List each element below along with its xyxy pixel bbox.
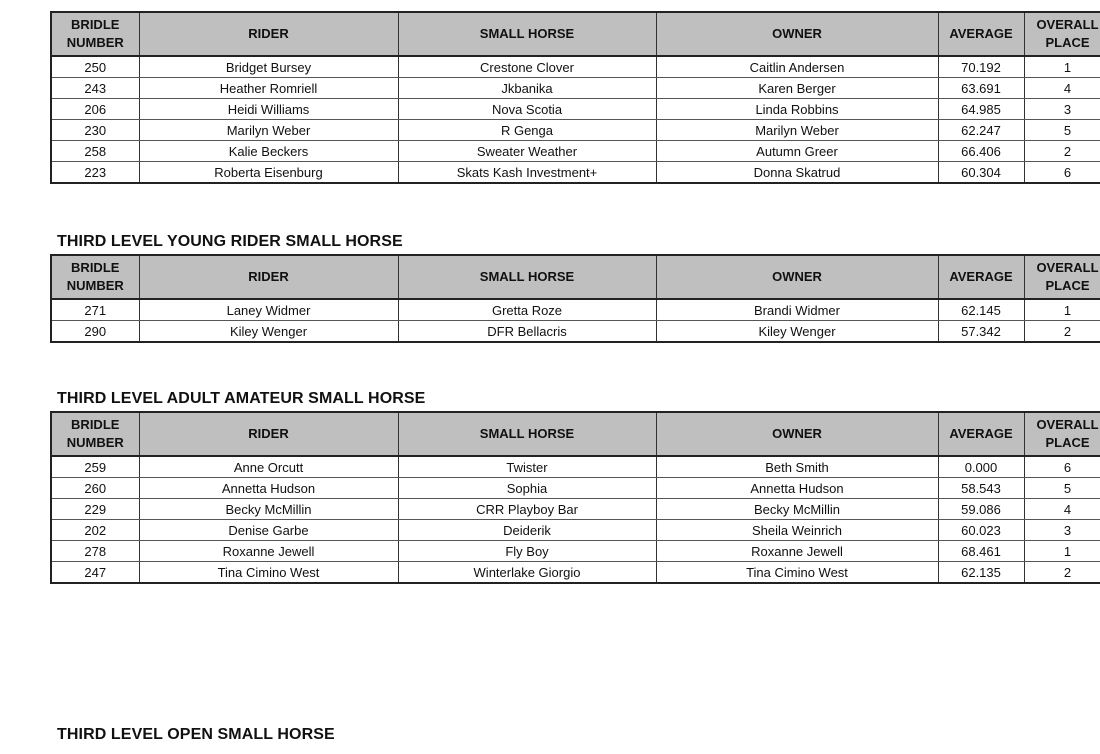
header-owner: OWNER [656, 412, 938, 456]
average-cell: 70.192 [938, 56, 1024, 78]
place-cell: 3 [1024, 99, 1100, 120]
average-cell: 66.406 [938, 141, 1024, 162]
rider-cell: Marilyn Weber [139, 120, 398, 141]
place-cell: 1 [1024, 56, 1100, 78]
average-cell: 62.135 [938, 562, 1024, 584]
horse-cell: Gretta Roze [398, 299, 656, 321]
place-cell: 6 [1024, 456, 1100, 478]
table-row [51, 120, 1100, 141]
average-cell: 64.985 [938, 99, 1024, 120]
header-rider: RIDER [139, 255, 398, 299]
results-table-section-1 [50, 11, 1100, 184]
header-bridle-number: BRIDLE NUMBER [51, 412, 139, 456]
horse-cell: Fly Boy [398, 541, 656, 562]
average-cell: 62.247 [938, 120, 1024, 141]
bridle-number-cell: 259 [51, 456, 139, 478]
results-table-section-3 [50, 411, 1100, 584]
horse-cell: Crestone Clover [398, 56, 656, 78]
rider-cell: Bridget Bursey [139, 56, 398, 78]
owner-cell: Beth Smith [656, 456, 938, 478]
table-row [51, 141, 1100, 162]
average-cell: 68.461 [938, 541, 1024, 562]
average-cell: 60.304 [938, 162, 1024, 184]
bridle-number-cell: 230 [51, 120, 139, 141]
horse-cell: Sweater Weather [398, 141, 656, 162]
rider-cell: Heidi Williams [139, 99, 398, 120]
rider-cell: Denise Garbe [139, 520, 398, 541]
results-table-section-2 [50, 254, 1100, 343]
header-overall-place: OVERALL PLACE [1024, 255, 1100, 299]
place-cell: 5 [1024, 478, 1100, 499]
horse-cell: Nova Scotia [398, 99, 656, 120]
header-bridle-number: BRIDLE NUMBER [51, 255, 139, 299]
rider-cell: Becky McMillin [139, 499, 398, 520]
rider-cell: Heather Romriell [139, 78, 398, 99]
table-row [51, 562, 1100, 584]
average-cell: 62.145 [938, 299, 1024, 321]
rider-cell: Tina Cimino West [139, 562, 398, 584]
table-row [51, 478, 1100, 499]
table-header-row [51, 12, 1100, 56]
owner-cell: Marilyn Weber [656, 120, 938, 141]
header-average: AVERAGE [938, 412, 1024, 456]
bridle-number-cell: 271 [51, 299, 139, 321]
table-header-row [51, 412, 1100, 456]
bridle-number-cell: 260 [51, 478, 139, 499]
table-row [51, 541, 1100, 562]
header-owner: OWNER [656, 12, 938, 56]
horse-cell: Twister [398, 456, 656, 478]
header-rider: RIDER [139, 412, 398, 456]
horse-cell: Sophia [398, 478, 656, 499]
place-cell: 4 [1024, 499, 1100, 520]
table-row [51, 56, 1100, 78]
rider-cell: Kalie Beckers [139, 141, 398, 162]
owner-cell: Sheila Weinrich [656, 520, 938, 541]
bridle-number-cell: 247 [51, 562, 139, 584]
header-rider: RIDER [139, 12, 398, 56]
owner-cell: Roxanne Jewell [656, 541, 938, 562]
rider-cell: Roxanne Jewell [139, 541, 398, 562]
table-row [51, 299, 1100, 321]
table-row [51, 520, 1100, 541]
table-row [51, 499, 1100, 520]
horse-cell: Winterlake Giorgio [398, 562, 656, 584]
place-cell: 2 [1024, 141, 1100, 162]
average-cell: 58.543 [938, 478, 1024, 499]
bridle-number-cell: 206 [51, 99, 139, 120]
horse-cell: Deiderik [398, 520, 656, 541]
results-table [50, 411, 1100, 584]
bridle-number-cell: 258 [51, 141, 139, 162]
horse-cell: Jkbanika [398, 78, 656, 99]
header-average: AVERAGE [938, 12, 1024, 56]
average-cell: 0.000 [938, 456, 1024, 478]
header-small-horse: SMALL HORSE [398, 412, 656, 456]
owner-cell: Tina Cimino West [656, 562, 938, 584]
owner-cell: Autumn Greer [656, 141, 938, 162]
section-title-open: THIRD LEVEL OPEN SMALL HORSE [57, 726, 335, 743]
horse-cell: CRR Playboy Bar [398, 499, 656, 520]
table-row [51, 162, 1100, 184]
horse-cell: Skats Kash Investment+ [398, 162, 656, 184]
header-bridle-number: BRIDLE NUMBER [51, 12, 139, 56]
rider-cell: Anne Orcutt [139, 456, 398, 478]
owner-cell: Caitlin Andersen [656, 56, 938, 78]
average-cell: 60.023 [938, 520, 1024, 541]
place-cell: 3 [1024, 520, 1100, 541]
horse-cell: DFR Bellacris [398, 321, 656, 343]
rider-cell: Roberta Eisenburg [139, 162, 398, 184]
rider-cell: Annetta Hudson [139, 478, 398, 499]
table-row [51, 456, 1100, 478]
header-small-horse: SMALL HORSE [398, 255, 656, 299]
results-table [50, 254, 1100, 343]
header-overall-place: OVERALL PLACE [1024, 412, 1100, 456]
place-cell: 4 [1024, 78, 1100, 99]
header-average: AVERAGE [938, 255, 1024, 299]
table-row [51, 321, 1100, 343]
average-cell: 63.691 [938, 78, 1024, 99]
owner-cell: Becky McMillin [656, 499, 938, 520]
rider-cell: Laney Widmer [139, 299, 398, 321]
table-header-row [51, 255, 1100, 299]
owner-cell: Donna Skatrud [656, 162, 938, 184]
owner-cell: Annetta Hudson [656, 478, 938, 499]
section-title-adult-amateur: THIRD LEVEL ADULT AMATEUR SMALL HORSE [57, 390, 426, 407]
horse-cell: R Genga [398, 120, 656, 141]
results-table [50, 11, 1100, 184]
header-overall-place: OVERALL PLACE [1024, 12, 1100, 56]
place-cell: 2 [1024, 562, 1100, 584]
header-small-horse: SMALL HORSE [398, 12, 656, 56]
average-cell: 59.086 [938, 499, 1024, 520]
owner-cell: Karen Berger [656, 78, 938, 99]
place-cell: 6 [1024, 162, 1100, 184]
place-cell: 1 [1024, 541, 1100, 562]
owner-cell: Kiley Wenger [656, 321, 938, 343]
table-row [51, 78, 1100, 99]
rider-cell: Kiley Wenger [139, 321, 398, 343]
bridle-number-cell: 223 [51, 162, 139, 184]
bridle-number-cell: 278 [51, 541, 139, 562]
owner-cell: Brandi Widmer [656, 299, 938, 321]
average-cell: 57.342 [938, 321, 1024, 343]
bridle-number-cell: 229 [51, 499, 139, 520]
section-title-young-rider: THIRD LEVEL YOUNG RIDER SMALL HORSE [57, 233, 403, 250]
bridle-number-cell: 290 [51, 321, 139, 343]
bridle-number-cell: 243 [51, 78, 139, 99]
place-cell: 2 [1024, 321, 1100, 343]
owner-cell: Linda Robbins [656, 99, 938, 120]
place-cell: 5 [1024, 120, 1100, 141]
table-row [51, 99, 1100, 120]
header-owner: OWNER [656, 255, 938, 299]
bridle-number-cell: 202 [51, 520, 139, 541]
bridle-number-cell: 250 [51, 56, 139, 78]
place-cell: 1 [1024, 299, 1100, 321]
